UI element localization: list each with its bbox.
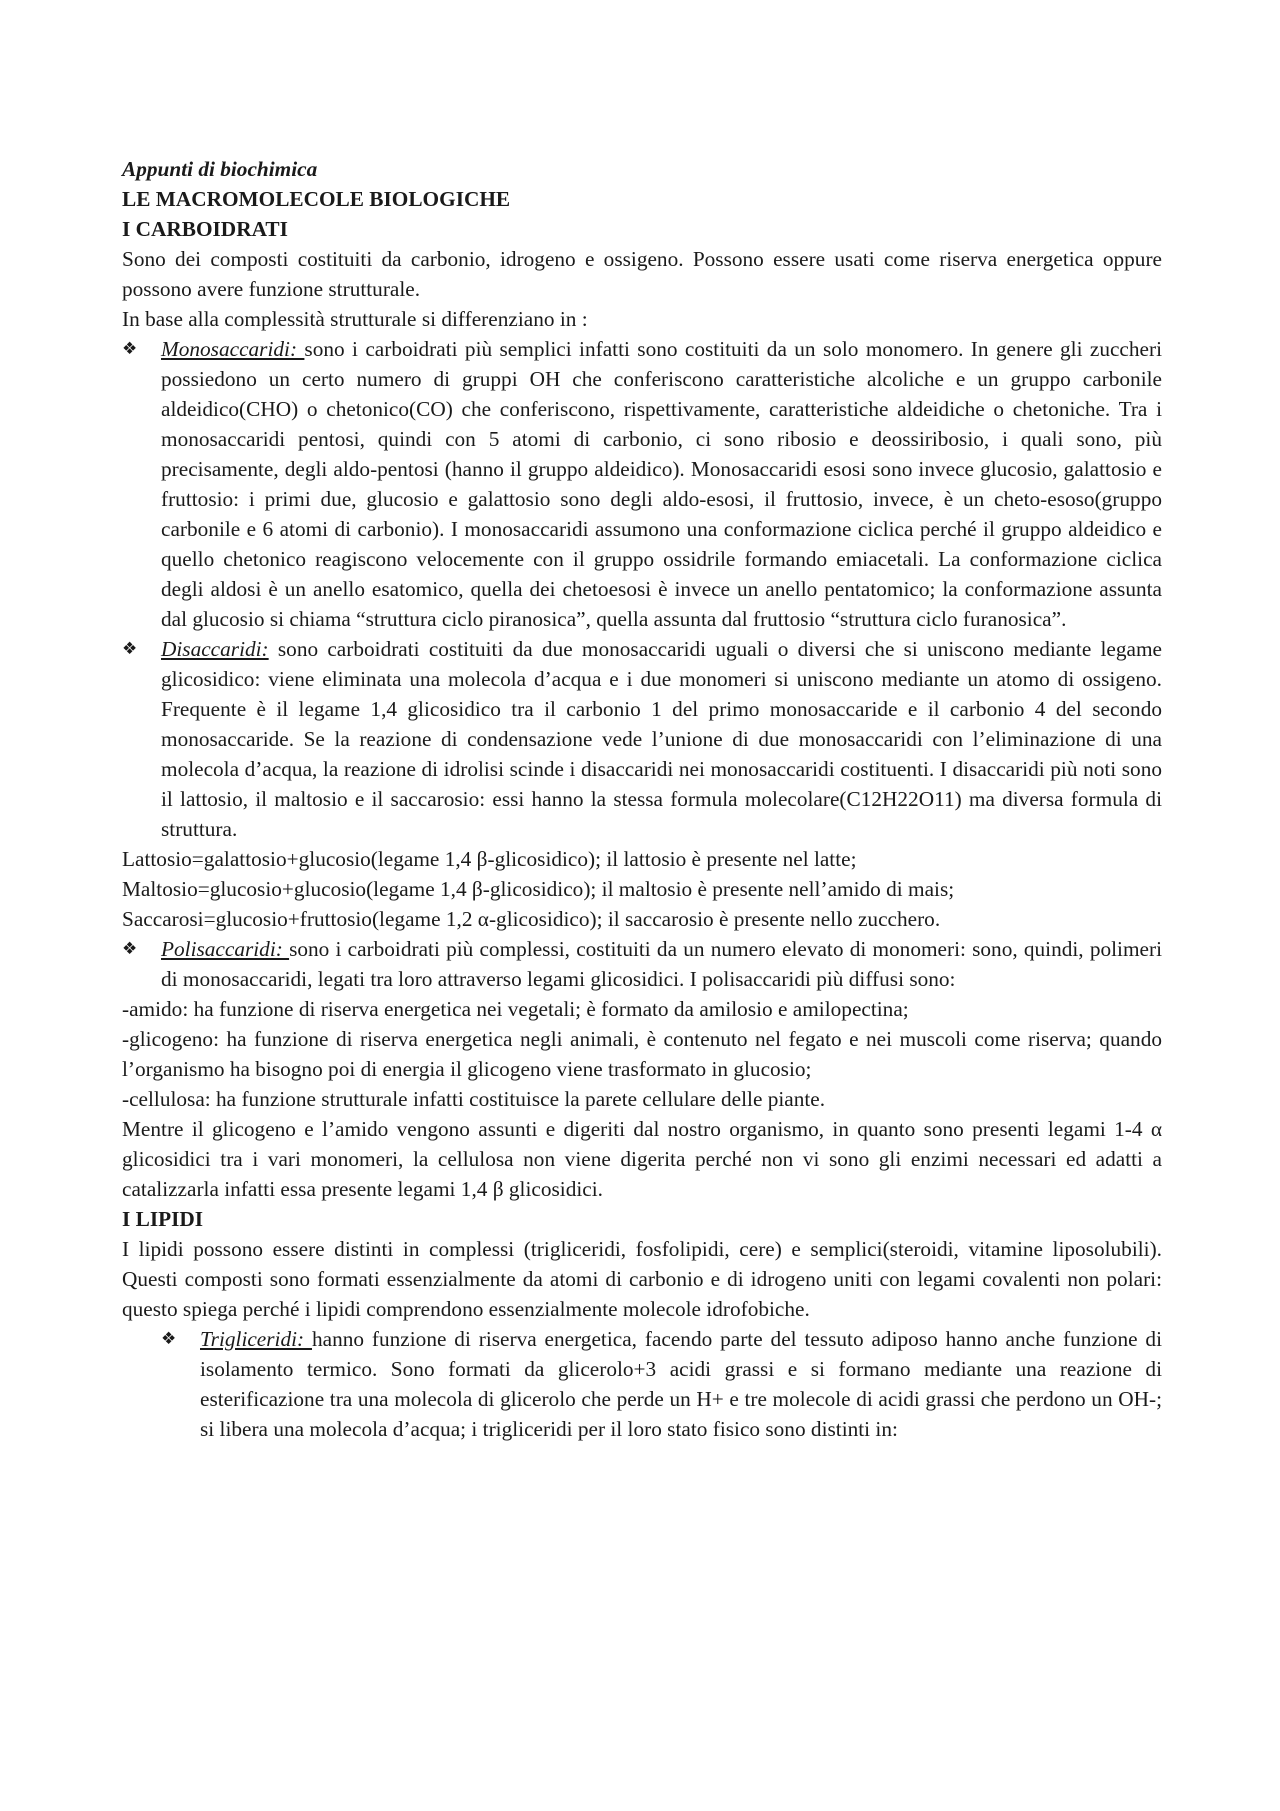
text-polisaccaridi: sono i carboidrati più complessi, costituiti da un numero elevato di monomeri: sono, quindi, polimeri di monosaccaridi, legati tra loro attraverso legami glicosidici. I polisaccaridi più diffusi sono: <box>161 937 1162 991</box>
diamond-bullet-icon: ❖ <box>161 1329 177 1349</box>
term-polisaccaridi: Polisaccaridi: <box>161 937 290 961</box>
document-title: LE MACROMOLECOLE BIOLOGICHE <box>122 187 511 211</box>
line-amido: -amido: ha funzione di riserva energetica nei vegetali; è formato da amilosio e amilopectina; <box>122 997 909 1021</box>
diamond-bullet-icon: ❖ <box>122 339 138 359</box>
list-item-monosaccaridi <box>122 334 1162 634</box>
line-glicogeno: -glicogeno: ha funzione di riserva energetica negli animali, è contenuto nel fegato e nei muscoli come riserva; quando l’organismo ha bisogno poi di energia il glicogeno viene trasformato in glucosio; <box>122 1027 1162 1081</box>
text-trigliceridi: hanno funzione di riserva energetica, facendo parte del tessuto adiposo hanno anche funzione di isolamento termico. Sono formati da glicerolo+3 acidi grassi e si formano mediante una reazione di esterificazione tra una molecola di glicerolo che perde un H+ e tre molecole di acidi grassi che perdono un OH-; si libera una molecola d’acqua; i trigliceridi per il loro stato fisico sono distinti in: <box>200 1327 1162 1441</box>
term-trigliceridi: Trigliceridi: <box>200 1327 312 1351</box>
section-heading-carboidrati: I CARBOIDRATI <box>122 217 288 241</box>
diamond-bullet-icon: ❖ <box>122 939 138 959</box>
paragraph-mentre: Mentre il glicogeno e l’amido vengono assunti e digeriti dal nostro organismo, in quanto sono presenti legami 1-4 α glicosidici tra i vari monomeri, la cellulosa non viene digerita perché non vi sono gli enzimi necessari ed adatti a catalizzarla infatti essa presente legami 1,4 β glicosidici. <box>122 1117 1162 1201</box>
paragraph-intro-2: In base alla complessità strutturale si differenziano in : <box>122 307 588 331</box>
term-monosaccaridi: Monosaccaridi: <box>161 337 305 361</box>
list-item-polisaccaridi <box>122 934 1162 994</box>
text-disaccaridi: sono carboidrati costituiti da due monosaccaridi uguali o diversi che si uniscono mediante legame glicosidico: viene eliminata una molecola d’acqua e i due monomeri si uniscono mediante un atomo di ossigeno. Frequente è il legame 1,4 glicosidico tra il carbonio 1 del primo monosaccaride e il carbonio 4 del secondo monosaccaride. Se la reazione di condensazione vede l’unione di due monosaccaridi con l’eliminazione di una molecola d’acqua, la reazione di idrolisi scinde i disaccaridi nei monosaccaridi costituenti. I disaccaridi più noti sono il lattosio, il maltosio e il saccarosio: essi hanno la stessa formula molecolare(C12H22O11) ma diversa formula di struttura. <box>161 637 1162 841</box>
line-saccarosio: Saccarosi=glucosio+fruttosio(legame 1,2 α-glicosidico); il saccarosio è presente nello zucchero. <box>122 907 941 931</box>
line-cellulosa: -cellulosa: ha funzione strutturale infatti costituisce la parete cellulare delle piante. <box>122 1087 826 1111</box>
line-maltosio: Maltosio=glucosio+glucosio(legame 1,4 β-glicosidico); il maltosio è presente nell’amido di mais; <box>122 877 955 901</box>
line-lattosio: Lattosio=galattosio+glucosio(legame 1,4 β-glicosidico); il lattosio è presente nel latte; <box>122 847 857 871</box>
document-subtitle: Appunti di biochimica <box>122 157 318 181</box>
term-disaccaridi: Disaccaridi: <box>161 637 269 661</box>
paragraph-lipidi-intro: I lipidi possono essere distinti in complessi (trigliceridi, fosfolipidi, cere) e semplici(steroidi, vitamine liposolubili). Questi composti sono formati essenzialmente da atomi di carbonio e di idrogeno uniti con legami covalenti non polari: questo spiega perché i lipidi comprendono essenzialmente molecole idrofobiche. <box>122 1237 1162 1321</box>
document-page <box>122 154 1162 1444</box>
list-item-disaccaridi <box>122 634 1162 844</box>
paragraph-intro: Sono dei composti costituiti da carbonio, idrogeno e ossigeno. Possono essere usati come riserva energetica oppure possono avere funzione strutturale. <box>122 247 1162 301</box>
text-monosaccaridi: sono i carboidrati più semplici infatti sono costituiti da un solo monomero. In genere gli zuccheri possiedono un certo numero di gruppi OH che conferiscono caratteristiche alcoliche e un gruppo carbonile aldeidico(CHO) o chetonico(CO) che conferiscono, rispettivamente, caratteristiche aldeidiche o chetoniche. Tra i monosaccaridi pentosi, quindi con 5 atomi di carbonio, ci sono ribosio e deossiribosio, i quali sono, più precisamente, degli aldo-pentosi (hanno il gruppo aldeidico). Monosaccaridi esosi sono invece glucosio, galattosio e fruttosio: i primi due, glucosio e galattosio sono degli aldo-esosi, il fruttosio, invece, è un cheto-esoso(gruppo carbonile e 6 atomi di carbonio). I monosaccaridi assumono una conformazione ciclica perché il gruppo aldeidico e quello chetonico reagiscono velocemente con il gruppo ossidrile formando emiacetali. La conformazione ciclica degli aldosi è un anello esatomico, quella dei chetoesosi è invece un anello pentatomico; la conformazione assunta dal glucosio si chiama “struttura ciclo piranosica”, quella assunta dal fruttosio “struttura ciclo furanosica”. <box>161 337 1162 631</box>
section-heading-lipidi: I LIPIDI <box>122 1207 204 1231</box>
diamond-bullet-icon: ❖ <box>122 639 138 659</box>
list-item-trigliceridi <box>122 1324 1162 1444</box>
